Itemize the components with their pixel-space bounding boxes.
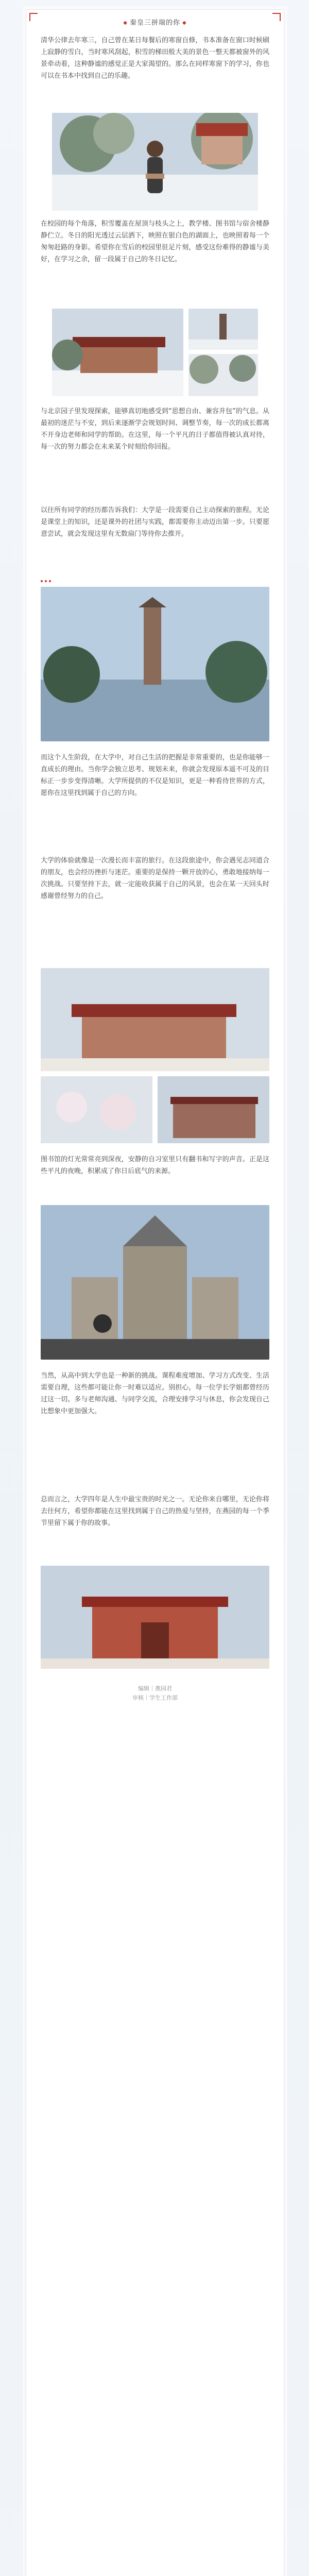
diamond-icon: ◆ xyxy=(182,20,187,26)
footer-reviewer: 审核｜学生工作部 xyxy=(132,1694,178,1701)
photo-campus-tower xyxy=(41,1205,269,1360)
photo-magnolia xyxy=(41,1076,152,1143)
section-title xyxy=(26,17,284,27)
footer-editor: 编辑｜燕园君 xyxy=(138,1685,172,1692)
paragraph-5: 而这个人生阶段，在大学中，对自己生活的把握是非常重要的，也是你能够一直成长的理由。当你学会独立思考、规划未来，你就会发现原本遥不可及的目标正一步步变得清晰。大学所提供的不仅是知识，更是一种看待世界的方式，愿你在这里找到属于自己的方向。 xyxy=(41,754,269,797)
diamond-icon: ◆ xyxy=(123,20,128,26)
photo-snowy-path xyxy=(188,354,258,396)
divider-dots xyxy=(41,577,53,584)
photo-pagoda-snow xyxy=(188,309,258,350)
paragraph-3: 与北京园子里发现探索，能够真切地感受到“思想自由、兼容并包”的气息。从最初的迷茫与不安，到后来逐渐学会规划时间、调整节奏，每一次的成长都离不开身边老师和同学的帮助。在这里，每一个平凡的日子都值得被认真对待，每一次的努力都会在未来某个时刻给你回报。 xyxy=(41,408,269,451)
article-footer xyxy=(26,1684,284,1703)
photo-red-gate-closing xyxy=(41,1566,269,1669)
paragraph-9: 总而言之，大学四年是人生中最宝贵的时光之一。无论你来自哪里，无论你将去往何方，希望你都能在这里找到属于自己的热爱与坚持，在燕园的每一个季节里留下属于你的故事。 xyxy=(41,1496,269,1527)
photo-student-in-snow xyxy=(52,113,258,211)
paragraph-8: 当然，从高中到大学也是一种新的挑战。课程难度增加、学习方式改变、生活需要自理，这些都可能让你一时难以适应。别担心，每一位学长学姐都曾经历过这一切。多与老师沟通、与同学交流，合理安排学习与休息，你会发现自己比想象中更加强大。 xyxy=(41,1372,269,1415)
paragraph-7: 图书馆的灯光常常亮到深夜，安静的自习室里只有翻书和写字的声音。正是这些平凡的夜晚，积累成了你日后底气的来源。 xyxy=(41,1156,269,1175)
article-card xyxy=(26,9,284,2576)
section-title-text: 秦皇三拼瑞的你 xyxy=(129,19,180,27)
paragraph-4: 以往所有同学的经历都告诉我们：大学是一段需要自己主动探索的旅程。无论是课堂上的知识，还是课外的社团与实践，都需要你主动迈出第一步。只要愿意尝试，就会发现这里有无数扇门等待你去推开。 xyxy=(41,506,269,538)
photo-library-exterior xyxy=(158,1076,269,1143)
photo-pagoda-lake xyxy=(41,587,269,741)
paragraph-6: 大学的体验就像是一次漫长而丰富的旅行。在这段旅途中，你会遇见志同道合的朋友，也会经历挫折与迷茫。重要的是保持一颗开放的心，勇敢地接纳每一次挑战。只要坚持下去，就一定能收获属于自己的风景，也会在某一天回头时感谢曾经努力的自己。 xyxy=(41,857,269,900)
paragraph-1: 清华公律去年寒三，自己曾在某日每餐后的寒窗自修，书本准备在窗口时候刷上寂静的雪白，当时寒风刮起，积雪的梯田般大美的景色一整天都被窗外的风景牵动着，这种静谧的感觉正是大家渴望的。那么在同样寒窗下的学习，你也可以在书本中找到自己的乐趣。 xyxy=(41,37,269,80)
photo-snowy-building xyxy=(52,309,183,396)
photo-campus-gate xyxy=(41,968,269,1071)
article-header xyxy=(26,10,284,30)
paragraph-2: 在校园的每个角落，积雪覆盖在屋顶与枝头之上，教学楼、图书馆与宿舍楼静静伫立。冬日的阳光透过云层洒下，映照在银白色的湖面上，也映照着每一个匆匆赶路的身影。希望你在雪后的校园里驻足片刻，感受这份难得的静谧与美好，在学习之余，留一段属于自己的冬日记忆。 xyxy=(41,220,269,263)
